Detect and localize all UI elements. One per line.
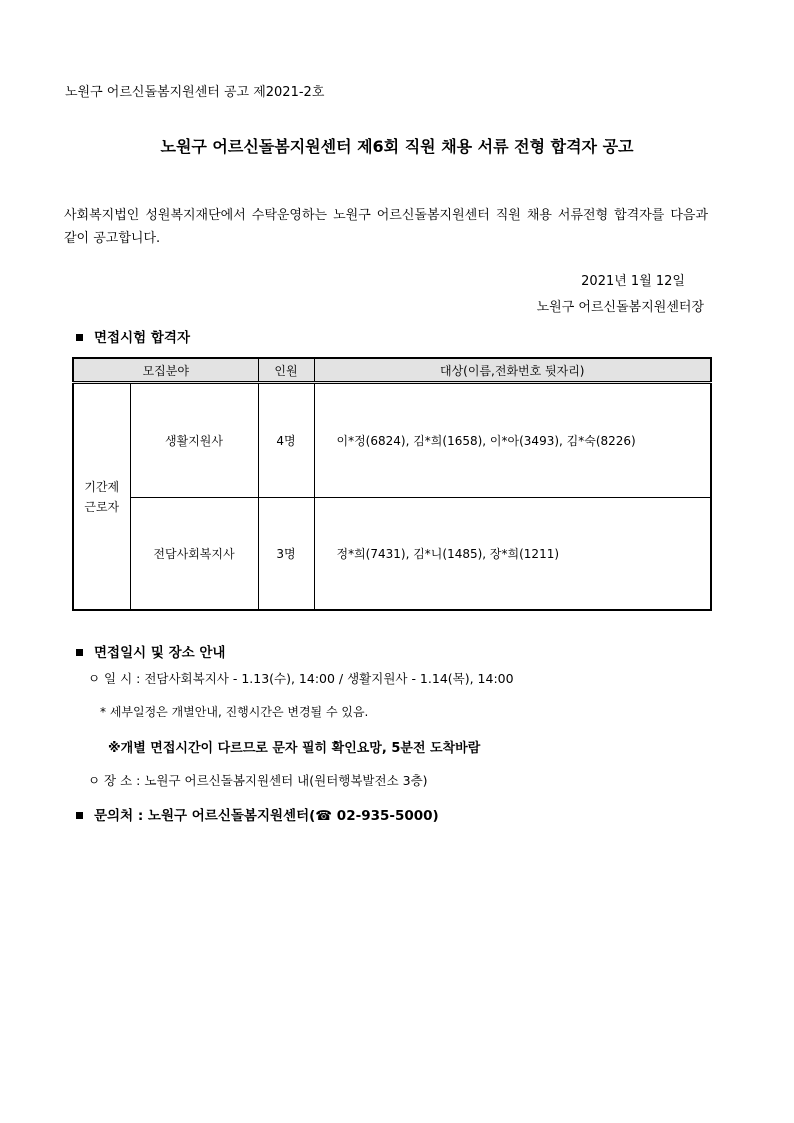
square-bullet-icon <box>76 812 83 819</box>
table-row <box>73 383 711 498</box>
schedule-note: * 세부일정은 개별안내, 진행시간은 변경될 수 있음. <box>100 705 369 719</box>
contact-text: 문의처 : 노원구 어르신돌봄지원센터(☎ 02-935-5000) <box>94 808 439 824</box>
notice-number: 노원구 어르신돌봄지원센터 공고 제2021-2호 <box>65 85 325 100</box>
section-interview-schedule-heading <box>76 641 225 661</box>
row-field: 생활지원사 <box>130 383 258 498</box>
table-row <box>73 498 711 610</box>
row-names: 이*정(6824), 김*희(1658), 이*아(3493), 김*숙(8226) <box>314 383 711 498</box>
results-table <box>72 357 712 611</box>
place-line: ㅇ 장 소 : 노원구 어르신돌봄지원센터 내(원터행복발전소 3층) <box>88 773 428 788</box>
header-field: 모집분야 <box>73 358 258 383</box>
issuer: 노원구 어르신돌봄지원센터장 <box>536 300 704 315</box>
contact-line <box>76 804 439 824</box>
group-label-text: 기간제 근로자 <box>84 479 120 514</box>
row-count: 4명 <box>258 383 314 498</box>
section-heading-text: 면접시험 합격자 <box>94 330 190 346</box>
square-bullet-icon <box>76 649 83 656</box>
schedule-line: ㅇ 일 시 : 전담사회복지사 - 1.13(수), 14:00 / 생활지원사 - 1.14(목), 14:00 <box>88 671 514 686</box>
row-count: 3명 <box>258 498 314 610</box>
warning-line: ※개별 면접시간이 다르므로 문자 필히 확인요망, 5분전 도착바람 <box>108 741 481 756</box>
header-names: 대상(이름,전화번호 뒷자리) <box>314 358 711 383</box>
square-bullet-icon <box>76 334 83 341</box>
group-label <box>73 383 130 611</box>
page-title: 노원구 어르신돌봄지원센터 제6회 직원 채용 서류 전형 합격자 공고 <box>160 137 634 156</box>
table-header-row <box>73 358 711 383</box>
intro-paragraph: 사회복지법인 성원복지재단에서 수탁운영하는 노원구 어르신돌봄지원센터 직원 채용 서류전형 합격자를 다음과 같이 공고합니다. <box>64 208 708 246</box>
notice-date: 2021년 1월 12일 <box>581 274 685 289</box>
section-heading-text: 면접일시 및 장소 안내 <box>94 645 226 661</box>
row-field: 전담사회복지사 <box>130 498 258 610</box>
section-interview-passers-heading <box>76 326 190 346</box>
header-count: 인원 <box>258 358 314 383</box>
row-names: 정*희(7431), 김*니(1485), 장*희(1211) <box>314 498 711 610</box>
